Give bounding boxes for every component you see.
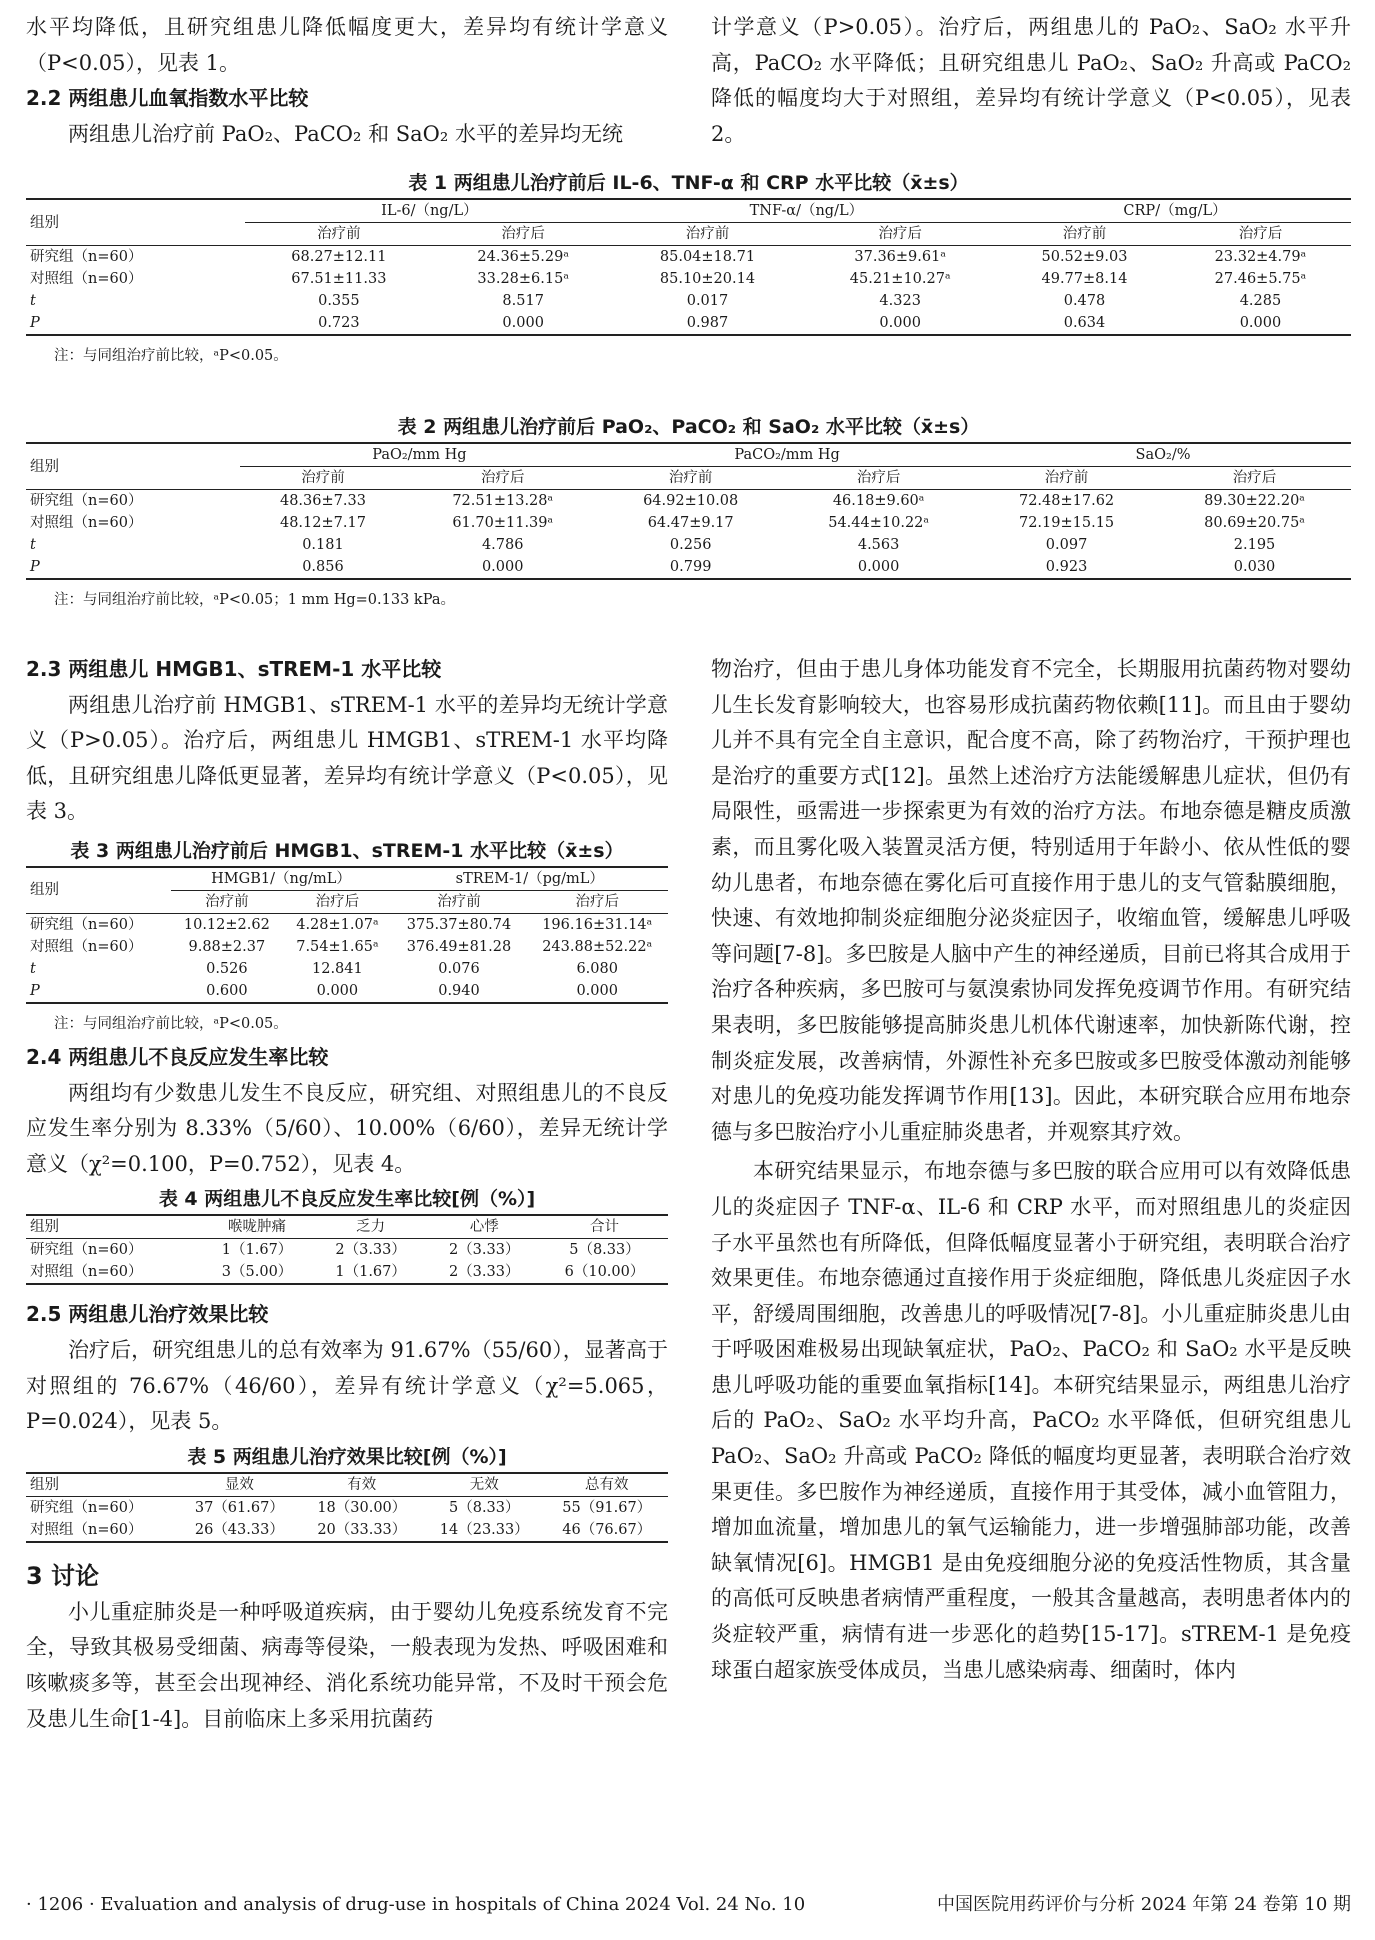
table-subheader: 治疗后 xyxy=(480,470,525,486)
table-group-header: PaCO₂/mm Hg xyxy=(599,443,975,467)
table-row: 研究组（n=60） 37（61.67） 18（30.00） 5（8.33） 55（91.67） xyxy=(26,1496,668,1519)
table-subheader: 治疗后 xyxy=(315,893,360,910)
paragraph-3: 小儿重症肺炎是一种呼吸道疾病，由于婴幼儿免疫系统发育不完全，导致其极易受细菌、病毒等侵染，一般表现为发热、呼吸困难和咳嗽痰多等，甚至会出现神经、消化系统功能异常，不及时干预会危及患儿生命[1-4]。目前临床上多采用抗菌药 xyxy=(26,1599,668,1731)
paragraph-discussion-1: 物治疗，但由于患儿身体功能发育不完全，长期服用抗菌药物对婴幼儿生长发育影响较大，也容易形成抗菌药物依赖[11]。而且由于婴幼儿并不具有完全自主意识，配合度不高，除了药物治疗，干预护理也是治疗的重要方式[12]。虽然上述治疗方法能缓解患儿症状，但仍有局限性，亟需进一步探索更为有效的治疗方法。布地奈德是糖皮质激素，而且雾化吸入装置灵活方便，特别适用于年龄小、依从性低的婴幼儿患者，布地奈德在雾化后可直接作用于患儿的支气管黏膜细胞，快速、有效地抑制炎症细胞分泌炎症因子，收缩血管，缓解患儿呼吸等问题[7-8]。多巴胺是人脑中产生的神经递质，目前已将其合成用于治疗各种疾病，多巴胺可与氨溴索协同发挥免疫调节作用。有研究结果表明，多巴胺能够提高肺炎患儿机体代谢速率，加快新陈代谢，控制炎症发展，改善病情，外源性补充多巴胺或多巴胺受体激动剂能够对患儿的免疫功能发挥调节作用[13]。因此，本研究联合应用布地奈德与多巴胺治疗小儿重症肺炎患者，并观察其疗效。 xyxy=(711,657,1351,1144)
table-row: 研究组（n=60） 1（1.67） 2（3.33） 2（3.33） 5（8.33） xyxy=(26,1239,668,1262)
table-group-header: sTREM-1/（pg/mL） xyxy=(392,867,668,891)
table-subheader: 治疗前 xyxy=(317,226,361,242)
table-header: 心悸 xyxy=(427,1215,541,1239)
table-header: 喉咙肿痛 xyxy=(200,1215,314,1239)
table-4 xyxy=(26,1184,668,1285)
table-row: 对照组（n=60） 9.88±2.37 7.54±1.65ᵃ 376.49±81.28 243.88±52.22ᵃ xyxy=(30,938,653,955)
table-group-header: SaO₂/% xyxy=(975,443,1351,467)
table-header: 合计 xyxy=(541,1215,668,1239)
paragraph-2-2-continued: 计学意义（P>0.05）。治疗后，两组患儿的 PaO₂、SaO₂ 水平升高，PaCO₂ 水平降低；且研究组患儿 PaO₂、SaO₂ 升高或 PaCO₂ 降低的幅度均大于对照组，差异均有统计学意义（P<0.05），见表 2。 xyxy=(711,15,1351,146)
table-subheader: 治疗后 xyxy=(856,470,901,486)
left-column xyxy=(26,652,668,1737)
table-4-caption: 表 4 两组患儿不良反应发生率比较[例（%）] xyxy=(158,1188,536,1211)
top-right-column xyxy=(711,10,1351,152)
section-heading-2-3: 2.3 两组患儿 HMGB1、sTREM-1 水平比较 xyxy=(26,657,442,681)
table-subheader: 治疗后 xyxy=(1238,226,1283,242)
table-2-note: 注：与同组治疗前比较，ᵃP<0.05；1 mm Hg=0.133 kPa。 xyxy=(54,592,455,608)
table-1-grid xyxy=(26,198,1351,336)
table-2 xyxy=(26,412,1351,612)
table-group-header: PaO₂/mm Hg xyxy=(240,443,600,467)
paragraph-continuation: 水平均降低，且研究组患儿降低幅度更大，差异均有统计学意义（P<0.05），见表 1。 xyxy=(26,15,668,75)
table-5-caption: 表 5 两组患儿治疗效果比较[例（%）] xyxy=(187,1445,507,1468)
table-subheader: 治疗后 xyxy=(501,226,545,242)
table-row: 对照组（n=60） 3（5.00） 1（1.67） 2（3.33） 6（10.00） xyxy=(26,1261,668,1284)
table-2-caption: 表 2 两组患儿治疗前后 PaO₂、PaCO₂ 和 SaO₂ 水平比较（x̄±s） xyxy=(397,416,980,438)
table-5-grid xyxy=(26,1472,668,1543)
table-header: 无效 xyxy=(423,1473,545,1497)
table-3-caption: 表 3 两组患儿治疗前后 HMGB1、sTREM-1 水平比较（x̄±s） xyxy=(70,839,624,862)
table-subheader: 治疗前 xyxy=(668,470,713,486)
table-row: 对照组（n=60） 67.51±11.33 33.28±6.15ᵃ 85.10±20.14 45.21±10.27ᵃ 49.77±8.14 27.46±5.75ᵃ xyxy=(30,271,1307,287)
table-header: 组别 xyxy=(26,443,240,490)
table-row: 研究组（n=60） 48.36±7.33 72.51±13.28ᵃ 64.92±10.08 46.18±9.60ᵃ 72.48±17.62 89.30±22.20ᵃ xyxy=(26,490,1351,513)
table-row: t 0.355 8.517 0.017 4.323 0.478 4.285 xyxy=(30,293,1282,309)
table-header: 有效 xyxy=(301,1473,423,1497)
table-header: 总有效 xyxy=(545,1473,668,1497)
footer-left: · 1206 · Evaluation and analysis of drug-use in hospitals of China 2024 Vol. 24 No. 10 xyxy=(26,1894,806,1915)
table-header: 乏力 xyxy=(314,1215,428,1239)
table-row: t 0.526 12.841 0.076 6.080 xyxy=(30,960,618,977)
table-row: P 0.600 0.000 0.940 0.000 xyxy=(26,980,668,1003)
table-row: P 0.856 0.000 0.799 0.000 0.923 0.030 xyxy=(26,556,1351,579)
section-heading-2-5: 2.5 两组患儿治疗效果比较 xyxy=(26,1302,269,1327)
table-1 xyxy=(26,168,1351,368)
table-3 xyxy=(26,836,668,1036)
paragraph-2-5: 治疗后，研究组患儿的总有效率为 91.67%（55/60），显著高于对照组的 76.67%（46/60），差异有统计学意义（χ²=5.065，P=0.024），见表 5。 xyxy=(26,1337,668,1434)
table-subheader: 治疗前 xyxy=(1044,470,1089,486)
table-subheader: 治疗后 xyxy=(575,893,619,910)
table-row: 研究组（n=60） 10.12±2.62 4.28±1.07ᵃ 375.37±80.74 196.16±31.14ᵃ xyxy=(26,913,668,936)
table-subheader: 治疗前 xyxy=(1062,226,1107,242)
table-row: 对照组（n=60） 48.12±7.17 61.70±11.39ᵃ 64.47±9.17 54.44±10.22ᵃ 72.19±15.15 80.69±20.75ᵃ xyxy=(30,515,1305,531)
table-subheader: 治疗前 xyxy=(205,893,249,910)
table-header: 显效 xyxy=(178,1473,300,1497)
table-4-grid xyxy=(26,1214,668,1285)
table-header: 组别 xyxy=(26,867,171,914)
table-subheader: 治疗后 xyxy=(1232,470,1277,486)
paragraph-2-4: 两组均有少数患儿发生不良反应，研究组、对照组患儿的不良反应发生率分别为 8.33%（5/60）、10.00%（6/60），差异无统计学意义（χ²=0.100，P=0.752），见表 4。 xyxy=(26,1080,668,1176)
table-row: 研究组（n=60） 68.27±12.11 24.36±5.29ᵃ 85.04±18.71 37.36±9.61ᵃ 50.52±9.03 23.32±4.79ᵃ xyxy=(26,246,1351,269)
table-group-header: TNF-α/（ng/L） xyxy=(614,199,999,223)
table-1-caption: 表 1 两组患儿治疗前后 IL-6、TNF-α 和 CRP 水平比较（x̄±s） xyxy=(408,172,969,194)
section-heading-3: 3 讨论 xyxy=(26,1561,100,1590)
table-2-grid xyxy=(26,442,1351,580)
table-group-header: CRP/（mg/L） xyxy=(999,199,1351,223)
table-group-header: HMGB1/（ng/mL） xyxy=(171,867,392,891)
table-5 xyxy=(26,1442,668,1543)
table-3-grid xyxy=(26,866,668,1004)
table-subheader: 治疗后 xyxy=(878,226,922,242)
section-heading-2-2: 2.2 两组患儿血氧指数水平比较 xyxy=(26,86,309,111)
table-header: 组别 xyxy=(26,1215,200,1239)
table-1-note: 注：与同组治疗前比较，ᵃP<0.05。 xyxy=(54,348,288,364)
table-subheader: 治疗前 xyxy=(685,226,730,242)
top-left-column xyxy=(26,10,668,152)
table-header: 组别 xyxy=(26,199,245,246)
paragraph-discussion-2: 本研究结果显示，布地奈德与多巴胺的联合应用可以有效降低患儿的炎症因子 TNF-α、IL-6 和 CRP 水平，而对照组患儿的炎症因子水平虽然也有所降低，但降低幅度显著小于研究组，表明联合治疗效果更佳。布地奈德通过直接作用于炎症细胞，降低患儿炎症因子水平，舒缓周围细胞，改善患儿的呼吸情况[7-8]。小儿重症肺炎患儿由于呼吸困难极易出现缺氧症状，PaO₂、PaCO₂ 和 SaO₂ 水平是反映患儿呼吸功能的重要血氧指标[14]。本研究结果显示，两组患儿治疗后的 PaO₂、SaO₂ 水平均升高，PaCO₂ 水平降低，但研究组患儿 PaO₂、SaO₂ 升高或 PaCO₂ 降低的幅度均更显著，表明联合治疗效果更佳。多巴胺作为神经递质，直接作用于其受体，减小血管阻力，增加血流量，增加患儿的氧气运输能力，进一步增强肺部功能，改善缺氧情况[6]。HMGB1 是由免疫细胞分泌的免疫活性物质，其含量的高低可反映患者病情严重程度，一般其含量越高，表明患者体内的炎症较严重，病情有进一步恶化的趋势[15-17]。sTREM-1 是免疫球蛋白超家族受体成员，当患儿感染病毒、细菌时，体内 xyxy=(711,1159,1351,1682)
table-3-note: 注：与同组治疗前比较，ᵃP<0.05。 xyxy=(54,1015,288,1032)
table-row: 对照组（n=60） 26（43.33） 20（33.33） 14（23.33） 46（76.67） xyxy=(26,1519,668,1542)
footer-right: 中国医院用药评价与分析 2024 年第 24 卷第 10 期 xyxy=(937,1894,1351,1915)
table-subheader: 治疗前 xyxy=(301,470,345,486)
table-subheader: 治疗前 xyxy=(437,893,481,910)
paragraph-2-2: 两组患儿治疗前 PaO₂、PaCO₂ 和 SaO₂ 水平的差异均无统 xyxy=(68,121,623,146)
right-column xyxy=(711,652,1351,1688)
table-row: P 0.723 0.000 0.987 0.000 0.634 0.000 xyxy=(26,312,1351,335)
paragraph-2-3: 两组患儿治疗前 HMGB1、sTREM-1 水平的差异均无统计学意义（P>0.05）。治疗后，两组患儿 HMGB1、sTREM-1 水平均降低，且研究组患儿降低更显著，差异均有统计学意义（P<0.05），见表 3。 xyxy=(26,692,668,824)
table-group-header: IL-6/（ng/L） xyxy=(245,199,614,223)
table-header: 组别 xyxy=(26,1473,178,1497)
table-row: t 0.181 4.786 0.256 4.563 0.097 2.195 xyxy=(30,537,1276,553)
section-heading-2-4: 2.4 两组患儿不良反应发生率比较 xyxy=(26,1044,329,1069)
